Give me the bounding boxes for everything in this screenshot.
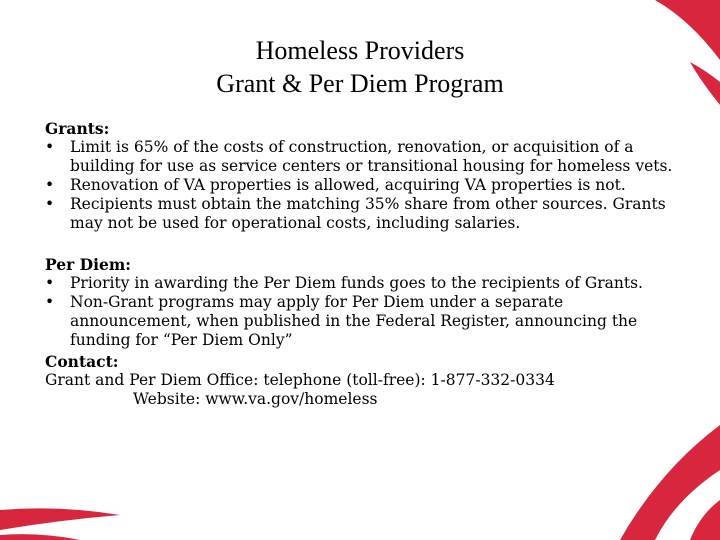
grants-list [45,138,685,233]
title-line-1: Homeless Providers [255,36,465,65]
section-spacer [45,233,685,255]
per-diem-item-1 [45,274,685,293]
flag-stripe-5 [0,508,120,530]
slide-title [0,34,720,100]
grants-item-text: Limit is 65% of the costs of construction, renovation, or acquisition of a building for use as service centers or transitional housing for homeless vets. [70,138,673,175]
grants-item-text: Recipients must obtain the matching 35% share from other sources. Grants may not be used for operational costs, including salaries. [70,195,666,232]
slide-body [45,119,685,409]
grants-item-text: Renovation of VA properties is allowed, acquiring VA properties is not. [70,176,626,194]
per-diem-item-text: Non-Grant programs may apply for Per Diem under a separate announcement, when published in the Federal Register, announcing the funding for “Per Diem Only” [70,293,638,349]
grants-item-2 [45,176,685,195]
per-diem-list [45,274,685,350]
contact-label: Contact: [45,352,119,371]
per-diem-item-2 [45,293,685,350]
bullet-glyph: • [45,274,55,292]
bullet-glyph: • [45,195,55,213]
bullet-glyph: • [45,138,55,156]
bullet-glyph: • [45,293,55,311]
bullet-glyph: • [45,176,55,194]
flag-stripe-4 [690,500,720,540]
contact-website: Website: www.va.gov/homeless [133,390,378,408]
grants-heading: Grants: [45,119,110,138]
title-line-2: Grant & Per Diem Program [216,69,504,98]
grants-item-1 [45,138,685,176]
grants-item-3 [45,195,685,233]
per-diem-heading: Per Diem: [45,255,131,274]
flag-stripe-6 [0,534,80,540]
per-diem-item-text: Priority in awarding the Per Diem funds goes to the recipients of Grants. [70,274,643,292]
contact-office-phone: Grant and Per Diem Office: telephone (toll-free): 1-877-332-0334 [45,371,555,389]
